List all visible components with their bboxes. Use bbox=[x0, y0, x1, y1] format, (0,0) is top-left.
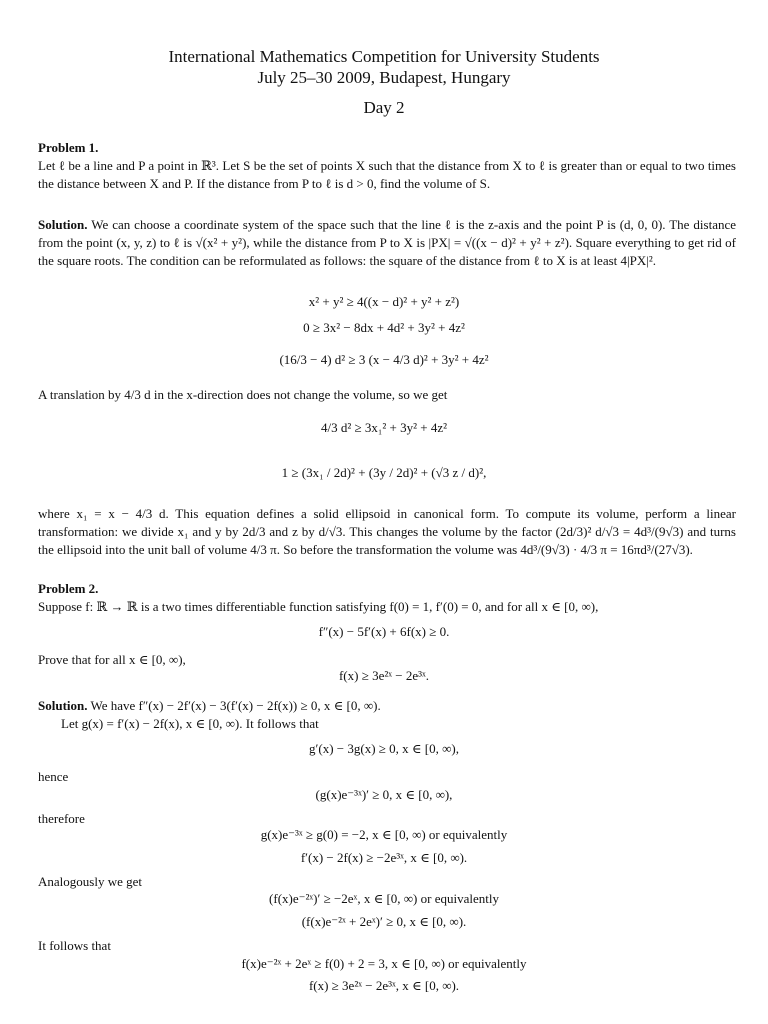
equation: 0 ≥ 3x² − 8dx + 4d² + 3y² + 4z² bbox=[303, 320, 465, 335]
equation: f(x) ≥ 3e²ˣ − 2e³ˣ. bbox=[338, 668, 430, 683]
problem1-statement: Let ℓ be a line and P a point in ℝ³. Let S be the set of points X such that the distance from X to ℓ is greater than or equal to two times the distance between X and P. If the distance from P to ℓ is d > 0, find the volume of S. bbox=[38, 158, 736, 191]
equation: 4/3 d² ≥ 3x₁² + 3y² + 4z² bbox=[320, 420, 448, 435]
solution-label: Solution. bbox=[38, 698, 88, 713]
equation: f″(x) − 5f′(x) + 6f(x) ≥ 0. bbox=[318, 624, 450, 639]
equation: x² + y² ≥ 4((x − d)² + y² + z²) bbox=[308, 294, 460, 309]
problem1-heading: Problem 1. bbox=[38, 140, 99, 155]
equation: f(x) ≥ 3e²ˣ − 2e³ˣ, x ∈ [0, ∞). bbox=[308, 978, 460, 993]
analogously-text: Analogously we get bbox=[38, 874, 142, 889]
equation: g(x)e⁻³ˣ ≥ g(0) = −2, x ∈ [0, ∞) or equivalently bbox=[260, 827, 508, 842]
translation-text: A translation by 4/3 d in the x-direction does not change the volume, so we get bbox=[38, 387, 448, 402]
solution-paragraph: We can choose a coordinate system of the space such that the line ℓ is the z-axis and the point P is (d, 0, 0). The distance from the point (x, y, z) to ℓ is √(x² + y²), while the distance from P to X is |PX| = √((x − d)² + y² + z²). Square everything to get rid of the square roots. The condition can be reformulated as follows: the square of the distance from ℓ to X is at least 4|PX|². bbox=[38, 217, 737, 268]
therefore-text: therefore bbox=[38, 811, 85, 826]
problem2-solution bbox=[38, 697, 736, 715]
solution-label: Solution. bbox=[38, 217, 88, 232]
document-subtitle: July 25–30 2009, Budapest, Hungary bbox=[257, 68, 511, 87]
equation: g′(x) − 3g(x) ≥ 0, x ∈ [0, ∞), bbox=[309, 741, 459, 756]
ellipsoid-paragraph: where x₁ = x − 4/3 d. This equation defines a solid ellipsoid in canonical form. To compute its volume, perform a linear transformation: we divide x₁ and y by 2d/3 and z by d/√3. This changes the volume by the factor (2d/3)² d/√3 = 4d³/(9√3) and turns the ellipsoid into the unit ball of volume 4/3 π. So before the transformation the volume was 4d³/(9√3) · 4/3 π = 16πd³/(27√3). bbox=[38, 506, 736, 557]
equation: (16/3 − 4) d² ≥ 3 (x − 4/3 d)² + 3y² + 4z² bbox=[279, 352, 489, 367]
solution-line: We have f″(x) − 2f′(x) − 3(f′(x) − 2f(x)) ≥ 0, x ∈ [0, ∞). bbox=[90, 698, 381, 713]
equation: f′(x) − 2f(x) ≥ −2e³ˣ, x ∈ [0, ∞). bbox=[300, 850, 468, 865]
hence-text: hence bbox=[38, 769, 69, 784]
equation: 1 ≥ (3x₁ / 2d)² + (3y / 2d)² + (√3 z / d)², bbox=[281, 465, 487, 480]
equation: (f(x)e⁻²ˣ + 2eˣ)′ ≥ 0, x ∈ [0, ∞). bbox=[301, 914, 467, 929]
problem2-statement: Suppose f: ℝ → ℝ is a two times differentiable function satisfying f(0) = 1, f′(0) = 0, and for all x ∈ [0, ∞), bbox=[38, 599, 599, 614]
equation: (g(x)e⁻³ˣ)′ ≥ 0, x ∈ [0, ∞), bbox=[315, 787, 453, 802]
let-line: Let g(x) = f′(x) − 2f(x), x ∈ [0, ∞). It follows that bbox=[61, 716, 319, 731]
equation: (f(x)e⁻²ˣ)′ ≥ −2eˣ, x ∈ [0, ∞) or equivalently bbox=[269, 891, 499, 906]
equation: f(x)e⁻²ˣ + 2eˣ ≥ f(0) + 2 = 3, x ∈ [0, ∞) or equivalently bbox=[241, 956, 527, 971]
document-title: International Mathematics Competition for University Students bbox=[168, 47, 600, 66]
day-heading: Day 2 bbox=[363, 98, 405, 117]
follows-text: It follows that bbox=[38, 938, 111, 953]
problem2-heading: Problem 2. bbox=[38, 581, 99, 596]
prove-text: Prove that for all x ∈ [0, ∞), bbox=[38, 652, 186, 667]
problem1-solution bbox=[38, 216, 736, 270]
